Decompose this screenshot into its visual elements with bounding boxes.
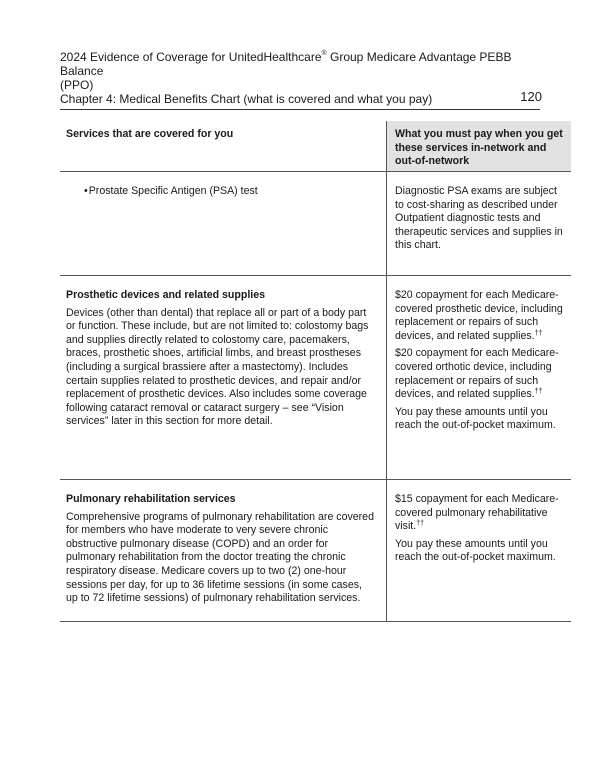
table-header-row [60,121,571,172]
psa-cost-text: Diagnostic PSA exams are subject to cost-sharing as described under Outpatient diagnostic tests and therapeutic services and supplies in this chart. [395,185,563,252]
services-column-header: Services that are covered for you [60,121,387,172]
prosthetic-description: Devices (other than dental) that replace all or part of a body part or function. These include, but are not limited to: colostomy bags and supplies directly related to colostomy care, pacemakers, braces, prosthetic shoes, artificial limbs, and breast prostheses (including a surgical brassiere after a mastectomy). Includes certain supplies related to prosthetic devices, and repair and/or replacement of prosthetic devices. Also includes some coverage following cataract removal or cataract surgery – see “Vision services” later in this section for more detail. [66,306,369,428]
prosthetic-cost-text: $20 copayment for each Medicare-covered prosthetic device, including replacement or repairs of such devices, and related supplies. [395,289,563,342]
document-title-text: 2024 Evidence of Coverage for UnitedHealthcare [60,50,322,64]
service-cell [60,276,387,480]
table-row [60,480,571,622]
table-row [60,172,571,276]
dagger-mark: †† [534,329,543,337]
service-cell [60,480,387,622]
cost-cell [387,480,572,622]
chapter-title: Chapter 4: Medical Benefits Chart (what is covered and what you pay) [60,92,433,106]
document-title [60,50,540,78]
psa-item-text: Prostate Specific Antigen (PSA) test [88,185,258,197]
psa-list-item [66,185,374,199]
cost-cell [387,172,572,276]
cost-column-header: What you must pay when you get these services in-network and out-of-network [387,121,572,172]
orthotic-cost-paragraph [395,347,567,401]
document-title-line2: (PPO) [60,78,94,92]
document-title-text-rest: Group Medicare Advantage PEBB Balance [60,50,512,78]
benefits-table [60,121,571,622]
cost-cell [387,276,572,480]
dagger-mark: †† [534,388,543,396]
prosthetic-oop-note: You pay these amounts until you reach the out-of-pocket maximum. [395,405,556,432]
bullet-icon: • [84,185,88,197]
orthotic-cost-text: $20 copayment for each Medicare-covered orthotic device, including replacement or repairs of such devices, and related supplies. [395,347,559,401]
pulmonary-cost-paragraph [395,493,567,534]
page-header [60,50,540,110]
registered-mark: ® [321,50,327,57]
prosthetic-title: Prosthetic devices and related supplies [66,289,266,301]
table-row [60,276,571,480]
pulmonary-title: Pulmonary rehabilitation services [66,493,236,505]
chapter-title-line [60,89,542,110]
dagger-mark: †† [416,520,424,528]
pulmonary-description: Comprehensive programs of pulmonary rehabilitation are covered for members who have moderate to very severe chronic obstructive pulmonary disease (COPD) and an order for pulmonary rehabilitation from the doctor treating the chronic respiratory disease. Medicare covers up to two (2) one-hour sessions per day, for up to 36 lifetime sessions (in some cases, up to 72 lifetime sessions) of pulmonary rehabilitation services. [66,510,374,605]
prosthetic-cost-paragraph [395,289,567,343]
pulmonary-oop-note: You pay these amounts until you reach the out-of-pocket maximum. [395,537,556,564]
service-cell [60,172,387,276]
pulmonary-cost-text: $15 copayment for each Medicare-covered pulmonary rehabilitative visit. [395,493,559,533]
page-number: 120 [520,89,542,104]
